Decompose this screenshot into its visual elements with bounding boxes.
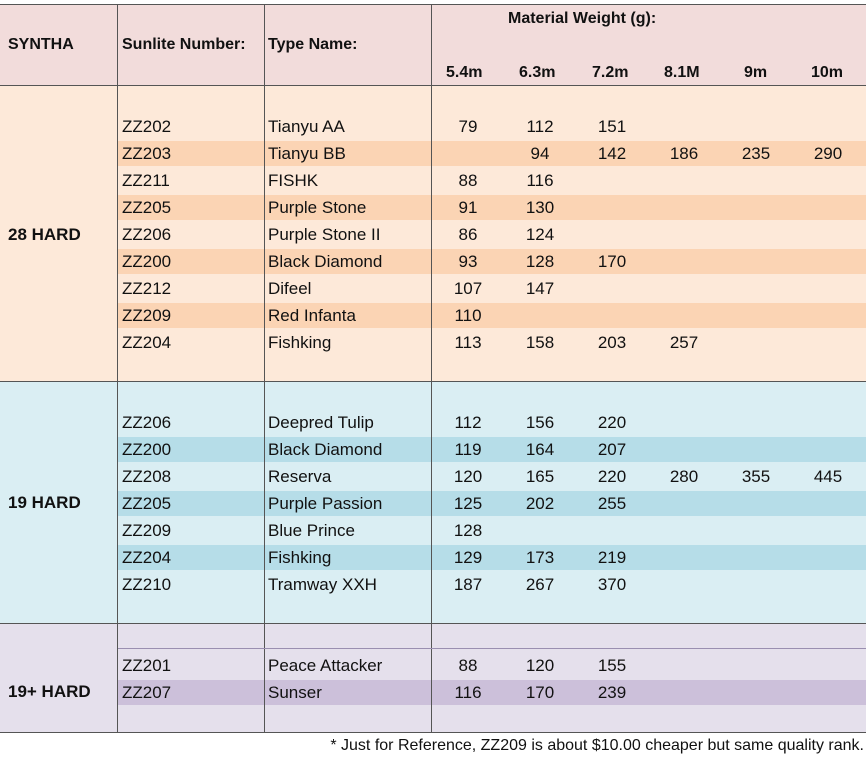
sunlite-number: ZZ202 — [122, 117, 172, 136]
sunlite-number: ZZ204 — [122, 548, 172, 567]
number-column-header: Sunlite Number: — [122, 36, 246, 53]
type-name: Tramway XXH — [268, 575, 377, 594]
weight-value: 93 — [458, 252, 478, 271]
sunlite-number: ZZ206 — [122, 225, 172, 244]
table-row — [0, 679, 866, 706]
weight-value: 128 — [453, 521, 483, 540]
table-row — [0, 140, 866, 167]
weight-value: 125 — [453, 494, 483, 513]
weight-value: 112 — [454, 413, 482, 432]
table-row — [0, 652, 866, 679]
type-name: Black Diamond — [268, 440, 383, 459]
weight-value: 158 — [525, 333, 555, 352]
length-header: 6.3m — [519, 64, 556, 81]
sunlite-number: ZZ207 — [122, 683, 172, 702]
weight-value: 355 — [741, 467, 771, 486]
weight-value: 86 — [458, 225, 478, 244]
weight-value: 88 — [458, 656, 478, 675]
table-row — [0, 302, 866, 329]
sunlite-number: ZZ209 — [122, 306, 172, 325]
weight-value: 94 — [530, 144, 550, 163]
weight-value: 130 — [525, 198, 555, 217]
type-name: Sunser — [268, 683, 322, 702]
sunlite-number: ZZ212 — [122, 279, 172, 298]
sunlite-number: ZZ200 — [122, 440, 172, 459]
weight-value: 255 — [597, 494, 627, 513]
table-row — [0, 194, 866, 221]
sunlite-number: ZZ211 — [122, 171, 170, 190]
table-row — [0, 248, 866, 275]
type-name: Blue Prince — [268, 521, 355, 540]
sunlite-number: ZZ206 — [122, 413, 172, 432]
weight-value: 107 — [453, 279, 483, 298]
weight-value: 220 — [597, 467, 627, 486]
weight-value: 173 — [525, 548, 555, 567]
table-row — [0, 517, 866, 544]
weight-value: 116 — [454, 683, 482, 702]
weight-value: 187 — [453, 575, 483, 594]
weight-value: 235 — [741, 144, 771, 163]
weight-value: 239 — [597, 683, 627, 702]
weight-value: 124 — [525, 225, 555, 244]
weight-value: 207 — [597, 440, 627, 459]
weight-value: 165 — [525, 467, 555, 486]
weight-value: 151 — [597, 117, 627, 136]
table-row — [0, 167, 866, 194]
weight-value: 267 — [525, 575, 555, 594]
length-header: 8.1M — [664, 64, 700, 81]
length-header: 9m — [744, 64, 768, 81]
weight-value: 220 — [597, 413, 627, 432]
type-name: FISHK — [268, 171, 319, 190]
sunlite-number: ZZ208 — [122, 467, 172, 486]
weight-value: 257 — [669, 333, 699, 352]
group-label: 19+ HARD — [8, 682, 91, 701]
weight-value: 186 — [669, 144, 699, 163]
table-row — [0, 436, 866, 463]
sunlite-number: ZZ200 — [122, 252, 172, 271]
sunlite-number: ZZ209 — [122, 521, 172, 540]
weight-value: 129 — [453, 548, 483, 567]
weight-value: 120 — [453, 467, 483, 486]
type-name: Fishking — [268, 548, 332, 567]
type-name: Peace Attacker — [268, 656, 383, 675]
type-name: Purple Passion — [268, 494, 383, 513]
weight-value: 155 — [597, 656, 627, 675]
brand-label: SYNTHA — [8, 36, 74, 53]
weight-value: 120 — [525, 656, 555, 675]
type-name: Tianyu AA — [268, 117, 345, 136]
table-row — [0, 329, 866, 356]
weight-value: 128 — [525, 252, 555, 271]
weight-value: 142 — [597, 144, 627, 163]
weight-value: 170 — [525, 683, 555, 702]
sunlite-number: ZZ201 — [122, 656, 172, 675]
type-name: Fishking — [268, 333, 332, 352]
length-header: 10m — [811, 64, 844, 81]
table-row — [0, 490, 866, 517]
divider-h — [118, 648, 866, 649]
type-name: Deepred Tulip — [268, 413, 374, 432]
weight-value: 88 — [458, 171, 478, 190]
divider-h — [0, 85, 866, 86]
weight-value: 290 — [813, 144, 843, 163]
weight-value: 445 — [813, 467, 843, 486]
divider-h — [0, 732, 866, 733]
sunlite-number: ZZ205 — [122, 198, 172, 217]
sunlite-number: ZZ204 — [122, 333, 172, 352]
weight-value: 119 — [454, 440, 482, 459]
weight-value: 79 — [458, 117, 478, 136]
table-row — [0, 544, 866, 571]
sunlite-number: ZZ210 — [122, 575, 172, 594]
weight-group-header: Material Weight (g): — [508, 10, 657, 27]
type-name: Tianyu BB — [268, 144, 346, 163]
weight-value: 164 — [525, 440, 555, 459]
table-row — [0, 463, 866, 490]
divider-h — [0, 623, 866, 624]
group-label: 28 HARD — [8, 225, 81, 244]
weight-value: 116 — [526, 171, 554, 190]
weight-value: 203 — [597, 333, 627, 352]
divider-h — [0, 4, 866, 5]
weight-value: 370 — [597, 575, 627, 594]
weight-value: 170 — [597, 252, 627, 271]
length-header: 5.4m — [446, 64, 483, 81]
sunlite-number: ZZ203 — [122, 144, 172, 163]
weight-value: 91 — [458, 198, 478, 217]
weight-value: 156 — [525, 413, 555, 432]
type-name: Red Infanta — [268, 306, 356, 325]
length-header: 7.2m — [592, 64, 629, 81]
group-label: 19 HARD — [8, 493, 81, 512]
footnote: * Just for Reference, ZZ209 is about $10.00 cheaper but same quality rank. — [330, 737, 864, 754]
sunlite-number: ZZ205 — [122, 494, 172, 513]
weight-value: 219 — [597, 548, 627, 567]
type-name: Reserva — [268, 467, 332, 486]
divider-h — [0, 381, 866, 382]
type-name: Difeel — [268, 279, 312, 298]
weight-value: 147 — [525, 279, 555, 298]
table-row — [0, 275, 866, 302]
table-row — [0, 571, 866, 598]
type-name: Black Diamond — [268, 252, 383, 271]
table-row — [0, 113, 866, 140]
weight-value: 113 — [454, 333, 482, 352]
type-name: Purple Stone — [268, 198, 367, 217]
table-row — [0, 409, 866, 436]
weight-value: 202 — [525, 494, 555, 513]
type-name: Purple Stone II — [268, 225, 381, 244]
weight-value: 280 — [669, 467, 699, 486]
weight-value: 110 — [454, 306, 482, 325]
table-row — [0, 221, 866, 248]
weight-value: 112 — [526, 117, 554, 136]
type-column-header: Type Name: — [268, 36, 358, 53]
